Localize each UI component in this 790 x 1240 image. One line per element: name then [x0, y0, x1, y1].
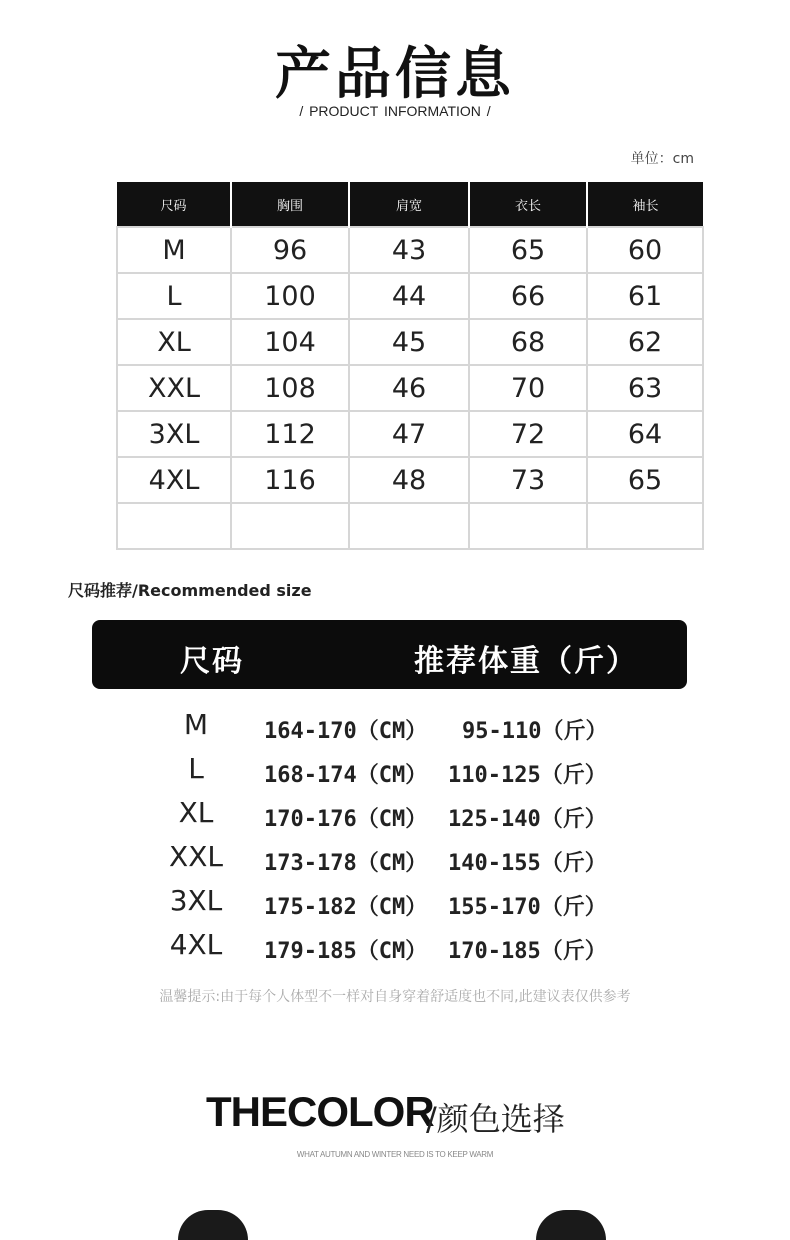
table-cell: 61 [587, 273, 703, 319]
table-cell-empty [349, 503, 469, 549]
table-cell: 62 [587, 319, 703, 365]
table-cell: 70 [469, 365, 587, 411]
table-cell-empty [469, 503, 587, 549]
recommend-size: L [188, 752, 204, 785]
table-cell: 44 [349, 273, 469, 319]
recommend-row [0, 796, 790, 836]
recommend-row [0, 840, 790, 880]
recommend-weight: 155-170（斤） [448, 895, 607, 920]
recommend-size: 3XL [169, 884, 223, 917]
unit-label: 单位：cm [630, 151, 694, 167]
table-row-empty [117, 503, 703, 549]
table-cell: 112 [231, 411, 349, 457]
recommend-weight: 170-185（斤） [448, 939, 607, 964]
table-cell: 64 [587, 411, 703, 457]
recommend-height: 170-176（CM） [264, 807, 428, 832]
table-cell: 65 [469, 227, 587, 273]
table-row [117, 365, 703, 411]
recommend-row [0, 928, 790, 968]
color-section-title: THECOLOR [206, 1088, 434, 1135]
table-cell: XXL [117, 365, 231, 411]
recommend-size: XXL [169, 840, 223, 873]
recommend-weight: 110-125（斤） [448, 763, 607, 788]
recommend-height: 168-174（CM） [264, 763, 428, 788]
table-row [117, 457, 703, 503]
table-cell: 96 [231, 227, 349, 273]
recommend-size: 4XL [169, 928, 223, 961]
recommend-height: 179-185（CM） [264, 939, 428, 964]
tip-text: 温馨提示:由于每个人体型不一样对自身穿着舒适度也不同,此建议表仅供参考 [159, 989, 631, 1005]
recommend-size: XL [178, 796, 214, 829]
table-cell: 104 [231, 319, 349, 365]
header-cell: 衣长 [469, 182, 587, 227]
table-cell: XL [117, 319, 231, 365]
table-row [117, 411, 703, 457]
size-table-header [117, 182, 703, 227]
table-cell: 45 [349, 319, 469, 365]
recommend-weight: 95-110（斤） [462, 719, 608, 744]
table-cell: 43 [349, 227, 469, 273]
table-row [117, 273, 703, 319]
table-cell: 47 [349, 411, 469, 457]
recommend-row [0, 884, 790, 924]
table-cell: 72 [469, 411, 587, 457]
table-cell: 116 [231, 457, 349, 503]
recommend-row [0, 708, 790, 748]
page-title: 产品信息 [275, 42, 515, 107]
table-cell: 3XL [117, 411, 231, 457]
recommend-row [0, 752, 790, 792]
recommend-height: 173-178（CM） [264, 851, 428, 876]
page-subtitle: / PRODUCT INFORMATION / [299, 103, 491, 119]
table-cell: 46 [349, 365, 469, 411]
recommend-col-weight: 推荐体重（斤） [414, 644, 638, 679]
recommend-height: 164-170（CM） [264, 719, 428, 744]
color-section-subtitle: WHAT AUTUMN AND WINTER NEED IS TO KEEP WARM [296, 1150, 494, 1159]
table-cell: 73 [469, 457, 587, 503]
table-cell: 66 [469, 273, 587, 319]
header-cell: 袖长 [587, 182, 703, 227]
recommend-weight: 140-155（斤） [448, 851, 607, 876]
table-cell: 60 [587, 227, 703, 273]
header-cell: 尺码 [117, 182, 231, 227]
table-row [117, 319, 703, 365]
table-cell: 100 [231, 273, 349, 319]
table-cell: 63 [587, 365, 703, 411]
garment-image-right [536, 1210, 606, 1240]
recommend-height: 175-182（CM） [264, 895, 428, 920]
recommend-header-bar [92, 620, 687, 689]
table-cell: M [117, 227, 231, 273]
header-cell: 肩宽 [349, 182, 469, 227]
recommend-heading: 尺码推荐/Recommended size [68, 581, 312, 600]
color-section-title-cn: /颜色选择 [426, 1100, 565, 1138]
table-cell-empty [587, 503, 703, 549]
table-cell: L [117, 273, 231, 319]
recommend-col-size: 尺码 [180, 644, 244, 679]
table-cell-empty [231, 503, 349, 549]
garment-image-left [178, 1210, 248, 1240]
header-cell: 胸围 [231, 182, 349, 227]
table-row [117, 227, 703, 273]
table-cell-empty [117, 503, 231, 549]
table-cell: 108 [231, 365, 349, 411]
recommend-size: M [183, 708, 209, 741]
recommend-weight: 125-140（斤） [448, 807, 607, 832]
size-table [116, 182, 704, 550]
table-cell: 65 [587, 457, 703, 503]
table-cell: 48 [349, 457, 469, 503]
table-cell: 68 [469, 319, 587, 365]
table-cell: 4XL [117, 457, 231, 503]
